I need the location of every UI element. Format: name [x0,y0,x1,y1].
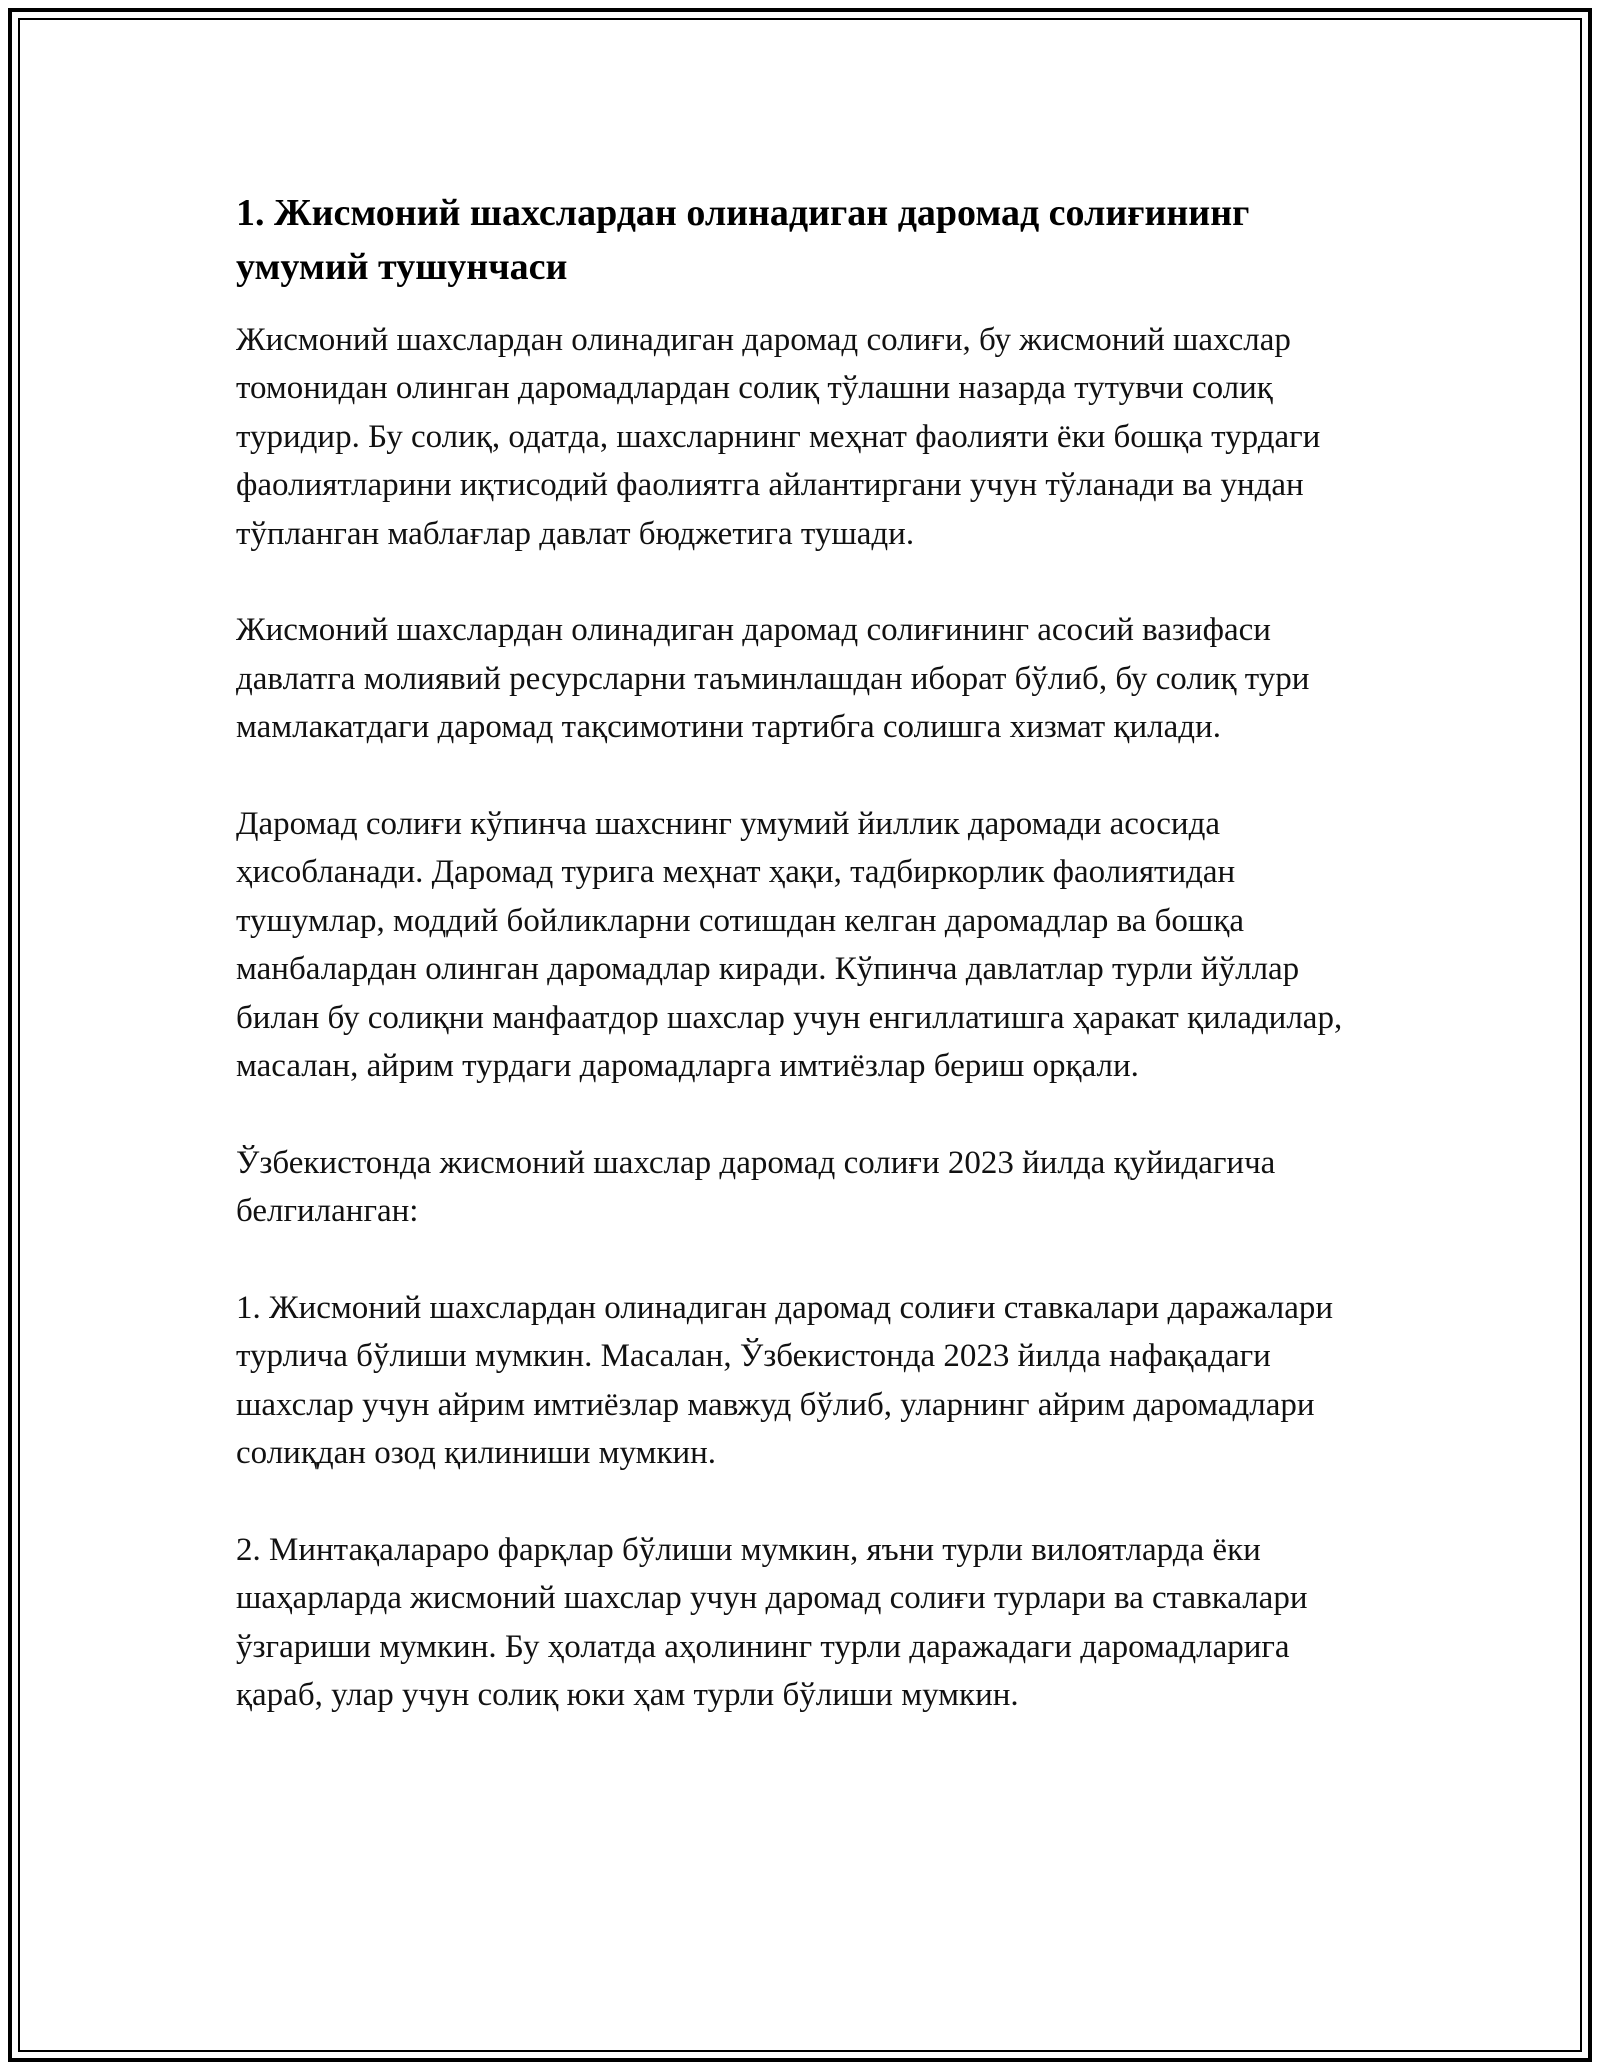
paragraph-calculation: Даромад солиғи кўпинча шахснинг умумий йиллик даромади асосида ҳисобланади. Даромад турига меҳнат ҳақи, тадбиркорлик фаолиятидан тушумлар, моддий бойликларни сотишдан келган даромадлар ва бошқа манбалардан олинган даромадлар киради. Кўпинча давлатлар турли йўллар билан бу солиқни манфаатдор шахслар учун енгиллатишга ҳаракат қиладилар, масалан, айрим турдаги даромадларга имтиёзлар бериш орқали. [236,806,1343,1085]
paragraph-definition: Жисмоний шахслардан олинадиган даромад солиғи, бу жисмоний шахслар томонидан олинган даромадлардан солиқ тўлашни назарда тутувчи солиқ туридир. Бу солиқ, одатда, шахсларнинг меҳнат фаолияти ёки бошқа турдаги фаолиятларини иқтисодий фаолиятга айлантиргани учун тўланади ва ундан тўпланган маблағлар давлат бюджетига тушади. [236,322,1321,552]
list-item-rates: 1. Жисмоний шахслардан олинадиган даромад солиғи ставкалари даражалари турлича бўлиши мумкин. Масалан, Ўзбекистонда 2023 йилда нафақадаги шахслар учун айрим имтиёзлар мавжуд бўлиб, уларнинг айрим даромадлари солиқдан озод қилиниши мумкин. [236,1290,1334,1472]
paragraph-purpose: Жисмоний шахслардан олинадиган даромад солиғининг асосий вазифаси давлатга молиявий ресурсларни таъминлашдан иборат бўлиб, бу солиқ тури мамлакатдаги даромад тақсимотини тартибга солишга хизмат қилади. [236,612,1310,746]
document-body [236,186,1376,1768]
section-heading: 1. Жисмоний шахслардан олинадиган даромад солиғининг умумий тушунчаси [236,192,1250,288]
paragraph-uzbekistan-intro: Ўзбекистонда жисмоний шахслар даромад солиғи 2023 йилда қуйидагича белгиланган: [236,1144,1276,1230]
list-item-regional: 2. Минтақалараро фарқлар бўлиши мумкин, яъни турли вилоятларда ёки шаҳарларда жисмоний шахслар учун даромад солиғи турлари ва ставкалари ўзгариши мумкин. Бу ҳолатда аҳолининг турли даражадаги даромадларига қараб, улар учун солиқ юки ҳам турли бўлиши мумкин. [236,1532,1308,1714]
